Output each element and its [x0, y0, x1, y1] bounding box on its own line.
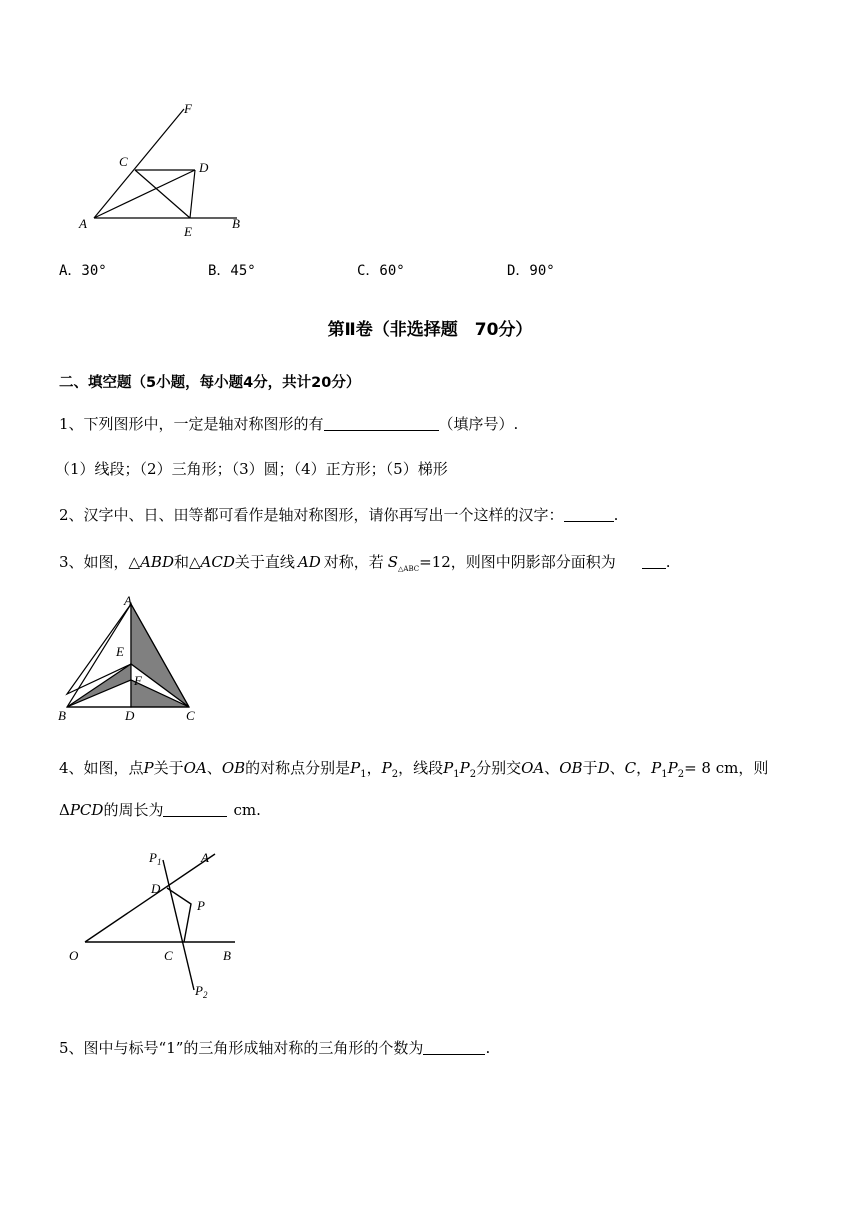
q4-seg-p1-sub: 1 [453, 769, 460, 780]
q4-len-p2: P [667, 759, 678, 777]
q3-text-3: 关于直线 [234, 553, 295, 571]
label-F: F [134, 673, 142, 688]
label-P: P [197, 898, 205, 913]
q4-ray-ob: OB [221, 759, 246, 777]
q4-text-4: ，线段 [398, 759, 444, 777]
option-b: B．45° [208, 263, 256, 279]
option-a: A．30° [59, 263, 107, 279]
question-5 [59, 1038, 490, 1058]
q4-seg-p1: P [443, 759, 454, 777]
q3-tri-acd: ACD [200, 553, 235, 571]
q3-blank[interactable] [642, 553, 666, 569]
label-A: A [201, 850, 209, 865]
section-title: 二、填空题（5小题，每小题4分，共计20分） [59, 375, 361, 391]
label-B: B [223, 948, 231, 963]
label-D: D [151, 881, 161, 896]
label-A: A [79, 216, 87, 231]
label-P1: $P_1$ [149, 850, 162, 867]
q5-suffix: . [485, 1039, 491, 1057]
q4-len-p1: P [651, 759, 662, 777]
q2-text: 2、汉字中、日、田等都可看作是轴对称图形，请你再写出一个这样的汉字： [59, 506, 564, 524]
q4-len-p1-sub: 1 [661, 769, 668, 780]
q3-text-4: 对称，若 [323, 553, 384, 571]
q3-suffix: . [665, 553, 671, 571]
q4-delta: Δ [59, 801, 70, 819]
q4-text-5: 分别交 [476, 759, 522, 777]
q3-text-2: 和△ [173, 553, 201, 571]
q4-point-p1: P [350, 759, 361, 777]
q5-blank[interactable] [423, 1039, 485, 1055]
figure-1-diagram [70, 95, 260, 245]
q4-comma: ， [366, 759, 382, 777]
q4-tri-pcd: PCD [69, 801, 104, 819]
part-title: 第Ⅱ卷（非选择题 70分） [327, 320, 533, 340]
q4-point-p: P [143, 759, 154, 777]
label-A: A [124, 593, 132, 608]
label-F: F [184, 101, 192, 116]
label-P2: $P_2$ [195, 983, 208, 1000]
q4-text-1: 4、如图，点 [59, 759, 144, 777]
q1-suffix: （填序号）. [438, 415, 519, 433]
q4-ray-oa-2: OA [521, 759, 545, 777]
question-2 [59, 505, 618, 525]
question-1 [59, 414, 518, 434]
q2-blank[interactable] [564, 506, 614, 522]
label-O: O [69, 948, 79, 963]
q3-text-1: 3、如图，△ [59, 553, 141, 571]
q4-seg-p2-sub: 2 [469, 769, 477, 780]
label-E: E [184, 224, 192, 239]
label-B: B [58, 708, 66, 723]
q4-point-c: C [624, 759, 637, 777]
q3-area-subscript: △ABC [398, 565, 420, 573]
q4-ray-ob-2: OB [559, 759, 583, 777]
figure-4-diagram [60, 840, 260, 1010]
q4-text-6: 于 [582, 759, 598, 777]
q1-blank[interactable] [324, 415, 439, 431]
option-d: D．90° [507, 263, 555, 279]
label-B: B [232, 216, 240, 231]
q4-blank[interactable] [163, 801, 227, 817]
q4-point-p2: P [381, 759, 392, 777]
q4-point-d: D [597, 759, 610, 777]
q4-comma-2: ， [636, 759, 652, 777]
question-4 [59, 758, 768, 785]
label-C: C [119, 154, 128, 169]
label-E: E [116, 644, 124, 659]
q1-text: 1、下列图形中，一定是轴对称图形的有 [59, 415, 324, 433]
label-C: C [186, 708, 195, 723]
label-D: D [125, 708, 135, 723]
q4-sep-2: 、 [544, 759, 560, 777]
q4-p1-sub: 1 [360, 769, 367, 780]
q4-unit: cm. [233, 801, 261, 819]
q3-line-ad: AD [297, 553, 321, 571]
question-1-choices: （1）线段；（2）三角形；（3）圆；（4）正方形；（5）梯形 [55, 460, 448, 478]
q4-eq: = 8 cm，则 [684, 759, 769, 777]
label-D: D [199, 160, 209, 175]
figure-3-diagram [50, 590, 210, 725]
q2-suffix: . [613, 506, 619, 524]
q4-p2-sub: 2 [391, 769, 399, 780]
q4-text-3: 的对称点分别是 [245, 759, 351, 777]
option-c: C．60° [357, 263, 405, 279]
q4-sep-3: 、 [609, 759, 625, 777]
q4-ray-oa: OA [183, 759, 207, 777]
q4-text-2: 关于 [153, 759, 184, 777]
q4-sep: 、 [206, 759, 222, 777]
q4-seg-p2: P [459, 759, 470, 777]
q3-text-5: =12，则图中阴影部分面积为 [419, 553, 616, 571]
q3-area-symbol: S [387, 553, 399, 571]
question-3 [59, 552, 671, 579]
question-4-line-2 [59, 800, 261, 820]
q4-len-p2-sub: 2 [677, 769, 685, 780]
q3-tri-abd: ABD [140, 553, 174, 571]
label-C: C [164, 948, 173, 963]
q5-text: 5、图中与标号“1”的三角形成轴对称的三角形的个数为 [59, 1039, 424, 1057]
q4-text-7: 的周长为 [103, 801, 164, 819]
